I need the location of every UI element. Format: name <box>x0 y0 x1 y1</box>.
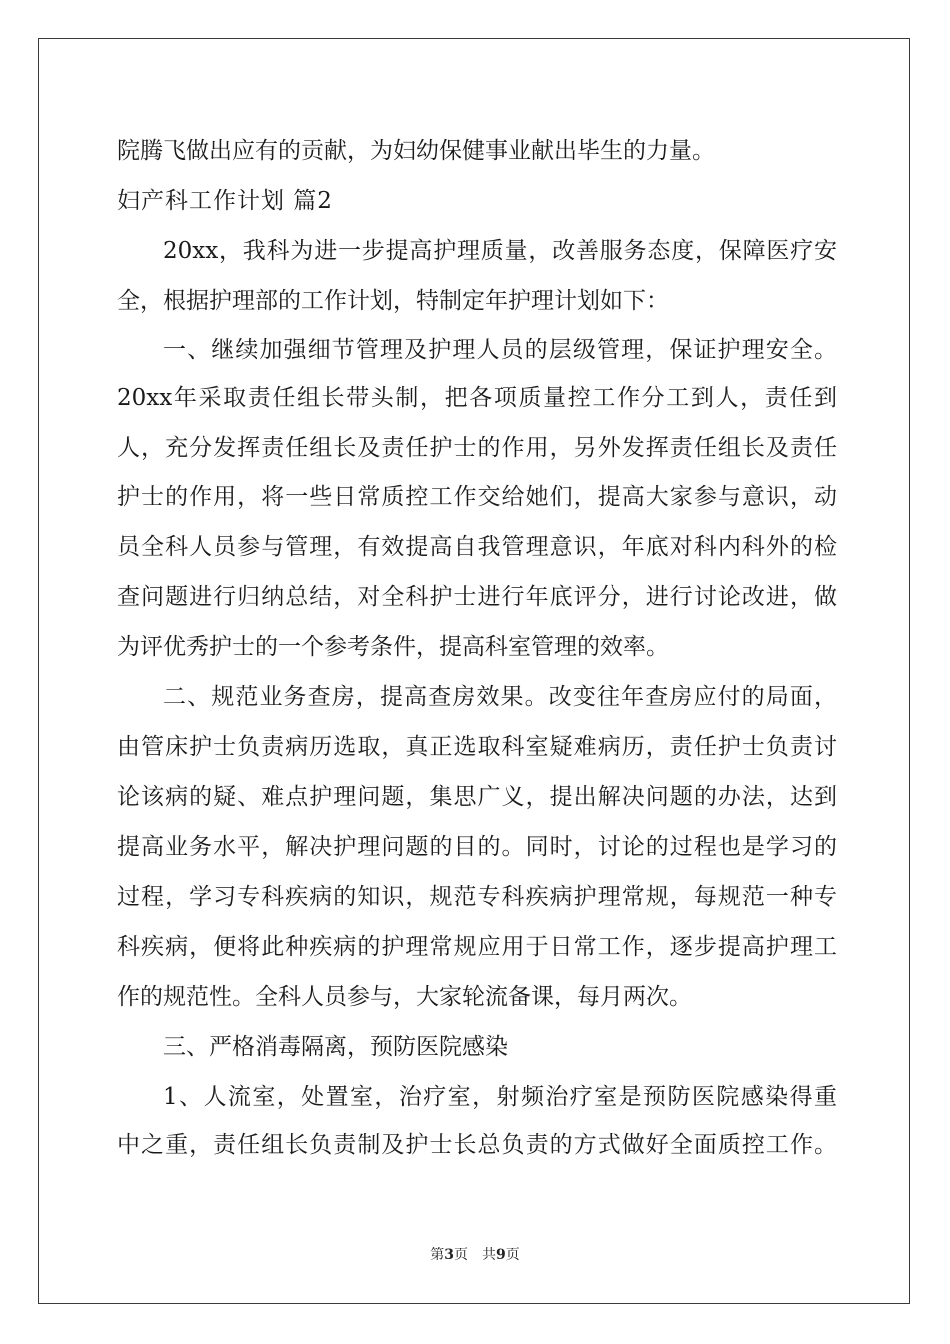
paragraph-line: 20xx，我科为进一步提高护理质量，改善服务态度，保障医疗安 <box>163 238 837 264</box>
footer-suffix: 页 <box>505 1247 520 1263</box>
paragraph-line: 1、人流室，处置室，治疗室，射频治疗室是预防医院感染得重 <box>163 1084 837 1110</box>
paragraph-line: 一、继续加强细节管理及护理人员的层级管理，保证护理安全。 <box>163 337 837 363</box>
paragraph-line: 20xx年采取责任组长带头制，把各项质量控工作分工到人，责任到 <box>117 385 837 411</box>
paragraph-line: 提高业务水平，解决护理问题的目的。同时，讨论的过程也是学习的 <box>117 834 837 860</box>
section-heading: 三、严格消毒隔离，预防医院感染 <box>163 1034 508 1060</box>
paragraph-line: 人，充分发挥责任组长及责任护士的作用，另外发挥责任组长及责任 <box>117 435 837 461</box>
paragraph-line: 员全科人员参与管理，有效提高自我管理意识，年底对科内科外的检 <box>117 534 837 560</box>
paragraph-line: 过程，学习专科疾病的知识，规范专科疾病护理常规，每规范一种专 <box>117 884 837 910</box>
paragraph-line: 科疾病，便将此种疾病的护理常规应用于日常工作，逐步提高护理工 <box>117 934 837 960</box>
page-frame <box>38 38 910 1304</box>
paragraph-line: 全，根据护理部的工作计划，特制定年护理计划如下： <box>117 288 669 314</box>
total-page-number: 9 <box>496 1247 506 1263</box>
paragraph-line: 院腾飞做出应有的贡献，为妇幼保健事业献出毕生的力量。 <box>117 138 715 164</box>
section-heading: 妇产科工作计划 篇2 <box>117 188 333 214</box>
paragraph-line: 为评优秀护士的一个参考条件，提高科室管理的效率。 <box>117 634 669 660</box>
paragraph-line: 中之重，责任组长负责制及护士长总负责的方式做好全面质控工作。 <box>117 1132 837 1158</box>
current-page-number: 3 <box>444 1247 454 1263</box>
paragraph-line: 作的规范性。全科人员参与，大家轮流备课，每月两次。 <box>117 984 692 1010</box>
paragraph-line: 由管床护士负责病历选取，真正选取科室疑难病历，责任护士负责讨 <box>117 734 837 760</box>
footer-mid: 页 共 <box>454 1247 496 1263</box>
footer-prefix: 第 <box>430 1247 445 1263</box>
page-footer <box>0 1244 950 1264</box>
paragraph-line: 论该病的疑、难点护理问题，集思广义，提出解决问题的办法，达到 <box>117 784 837 810</box>
paragraph-line: 查问题进行归纳总结，对全科护士进行年底评分，进行讨论改进，做 <box>117 584 837 610</box>
paragraph-line: 二、规范业务查房，提高查房效果。改变往年查房应付的局面， <box>163 684 837 710</box>
paragraph-line: 护士的作用，将一些日常质控工作交给她们，提高大家参与意识，动 <box>117 484 837 510</box>
